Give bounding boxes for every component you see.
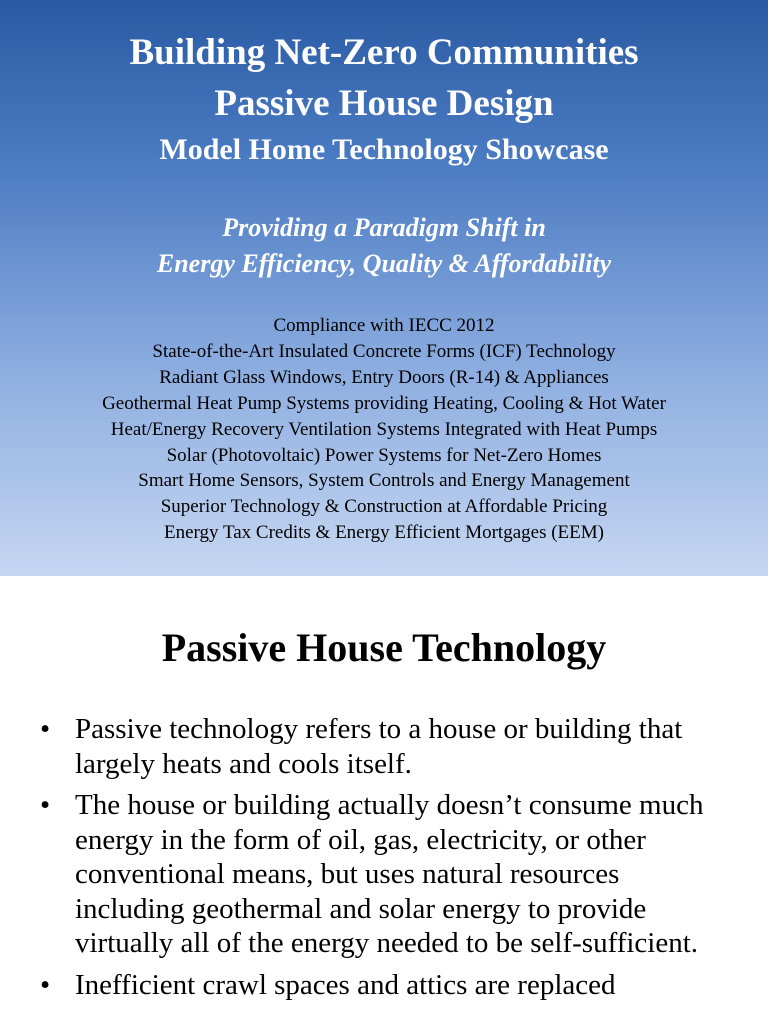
slide-passive-house	[0, 576, 768, 1024]
title-line-2: Passive House Design	[214, 83, 554, 124]
feature-item: Geothermal Heat Pump Systems providing Heating, Cooling & Hot Water	[102, 392, 666, 414]
bullet-item	[0, 788, 768, 961]
feature-list	[0, 313, 768, 546]
bullet-icon: •	[40, 789, 51, 821]
tagline-line-1: Providing a Paradigm Shift in	[222, 213, 546, 242]
bullet-list	[0, 712, 768, 1009]
feature-item: Radiant Glass Windows, Entry Doors (R-14) & Appliances	[159, 366, 609, 388]
feature-item: Smart Home Sensors, System Controls and Energy Management	[138, 470, 630, 492]
slide-title: Passive House Technology	[161, 625, 607, 670]
bullet-item	[0, 968, 768, 1003]
subtitle: Model Home Technology Showcase	[159, 133, 609, 166]
bullet-text: Inefficient crawl spaces and attics are replaced	[75, 968, 616, 1001]
feature-item: Energy Tax Credits & Energy Efficient Mortgages (EEM)	[164, 522, 604, 544]
bullet-icon: •	[40, 968, 51, 1001]
feature-item: Superior Technology & Construction at Affordable Pricing	[160, 496, 608, 518]
bullet-text: The house or building actually doesn’t consume much energy in the form of oil, gas, electricity, or other conventional means, but uses natural resources including geothermal and solar energy to provide virtually all of the energy needed to be self-sufficient.	[75, 789, 704, 959]
bullet-text: Passive technology refers to a house or building that largely heats and cools itself.	[75, 713, 683, 780]
bullet-item	[0, 712, 768, 781]
title-line-1: Building Net-Zero Communities	[129, 32, 639, 73]
bullet-icon: •	[40, 713, 51, 745]
feature-item: Solar (Photovoltaic) Power Systems for Net-Zero Homes	[166, 444, 602, 466]
feature-item: State-of-the-Art Insulated Concrete Forms (ICF) Technology	[152, 340, 616, 362]
tagline-line-2: Energy Efficiency, Quality & Affordability	[156, 249, 612, 278]
feature-item: Heat/Energy Recovery Ventilation Systems Integrated with Heat Pumps	[110, 418, 658, 440]
feature-item: Compliance with IECC 2012	[273, 315, 495, 336]
